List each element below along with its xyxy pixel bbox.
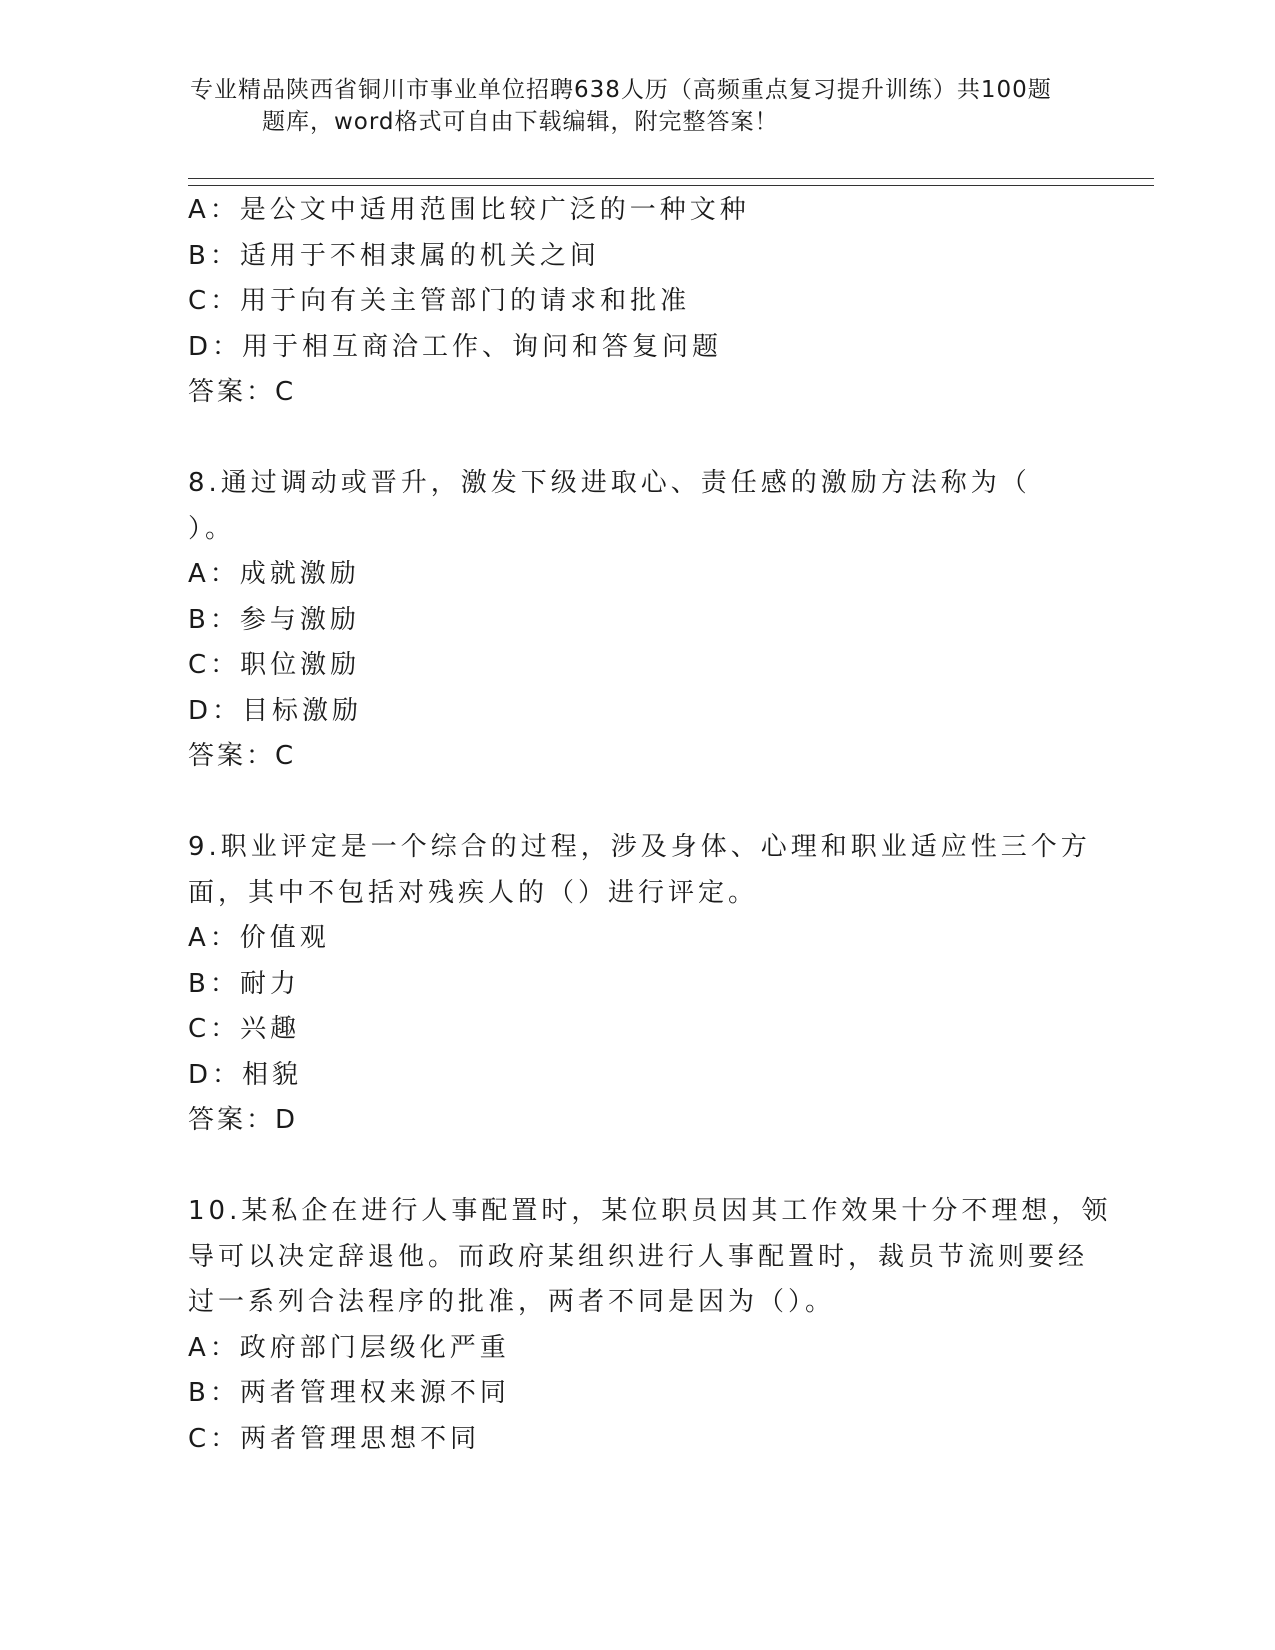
- answer-text: 答案：C: [188, 741, 297, 771]
- option-b: B：参与激励: [188, 604, 360, 635]
- question-stem-line: 过一系列合法程序的批准，两者不同是因为（）。: [188, 1287, 836, 1317]
- option-b: B：适用于不相隶属的机关之间: [188, 240, 600, 271]
- question-stem-line: 面，其中不包括对残疾人的（）进行评定。: [188, 877, 759, 908]
- spacer: [188, 416, 1088, 462]
- question-stem-line: 导可以决定辞退他。而政府某组织进行人事配置时，裁员节流则要经: [188, 1241, 1089, 1272]
- answer-text: 答案：D: [188, 1105, 299, 1135]
- option-d: D：用于相互商洽工作、询问和答复问题: [188, 331, 723, 362]
- question-content: [188, 188, 1112, 1462]
- option-a: A：成就激励: [188, 559, 360, 589]
- option-a: A：政府部门层级化严重: [188, 1332, 510, 1363]
- option-d: D：相貌: [188, 1059, 303, 1090]
- option-a: A：价值观: [188, 923, 330, 953]
- document-title-line-2: 题库，word格式可自由下载编辑，附完整答案！: [262, 109, 779, 135]
- document-title-line-1: 专业精品陕西省铜川市事业单位招聘638人历（高频重点复习提升训练）共100题: [190, 77, 1052, 103]
- option-c: C：兴趣: [188, 1014, 301, 1044]
- option-a: A：是公文中适用范围比较广泛的一种文种: [188, 195, 750, 225]
- question-stem-line: 8.通过调动或晋升，激发下级进取心、责任感的激励方法称为（: [188, 468, 1031, 498]
- question-stem-line: 9.职业评定是一个综合的过程，涉及身体、心理和职业适应性三个方: [188, 832, 1091, 862]
- answer-text: 答案：C: [188, 377, 297, 407]
- spacer: [188, 780, 1088, 826]
- option-c: C：用于向有关主管部门的请求和批准: [188, 286, 691, 316]
- option-c: C：两者管理思想不同: [188, 1423, 481, 1454]
- option-d: D：目标激励: [188, 695, 363, 726]
- question-8: [188, 461, 1088, 780]
- question-10: [188, 1189, 1112, 1462]
- question-9: [188, 825, 1091, 1144]
- spacer: [188, 1144, 1088, 1190]
- question-7: [188, 188, 1088, 416]
- question-stem-line: ）。: [188, 513, 236, 544]
- header-divider: [188, 178, 1154, 186]
- option-b: B：耐力: [188, 968, 300, 999]
- option-c: C：职位激励: [188, 650, 361, 680]
- question-stem-line: 10.某私企在进行人事配置时，某位职员因其工作效果十分不理想，领: [188, 1196, 1112, 1226]
- option-b: B：两者管理权来源不同: [188, 1378, 510, 1408]
